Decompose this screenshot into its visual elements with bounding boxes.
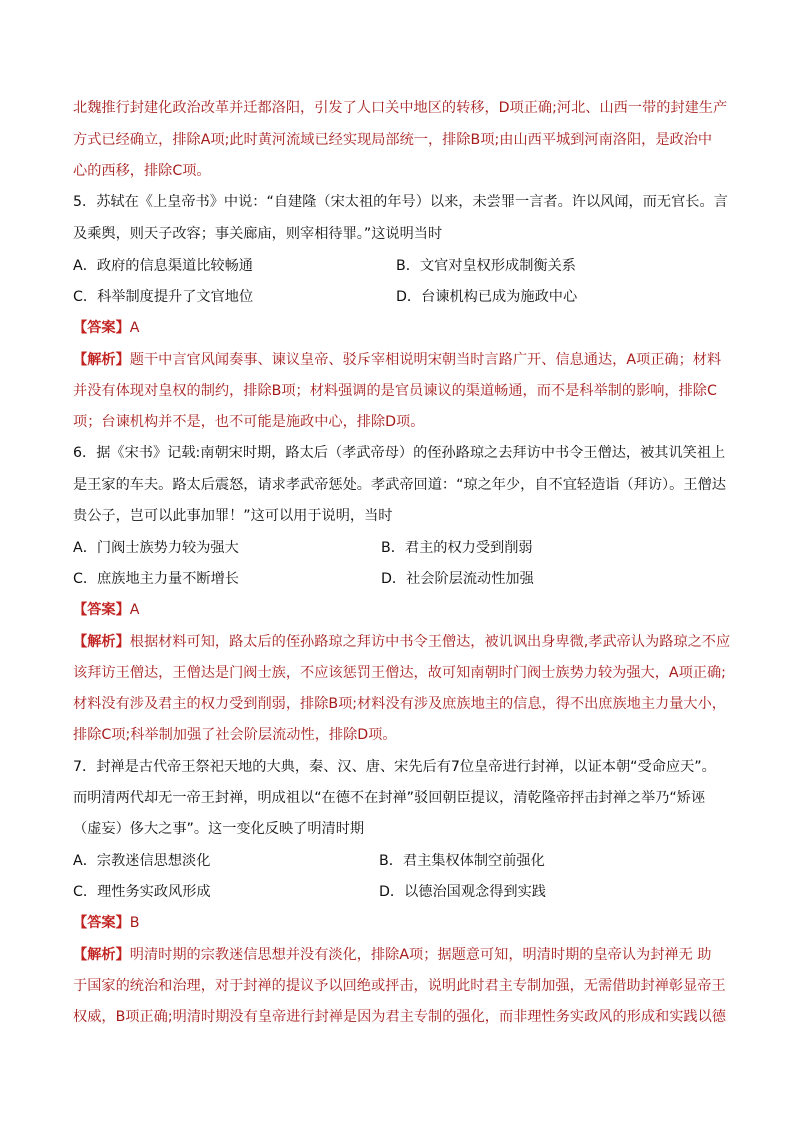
question-6-analysis: 排除C项;科举制加强了社会阶层流动性，排除D项。 [73,727,397,743]
analysis-tag: 【解析】 [73,352,130,368]
question-6-option-a: A．门阀士族势力较为强大 [73,540,239,556]
question-6-analysis: 材料没有涉及君主的权力受到削弱，排除B项;材料没有涉及庶族地主的信息，得不出庶族地主力量大小， [73,696,726,712]
analysis-continued-line: 北魏推行封建化政治改革并迁都洛阳，引发了人口关中地区的转移，D项正确;河北、山西一带的封建生产 [73,100,728,116]
analysis-text: 根据材料可知，路太后的侄孙路琼之拜访中书令王僧达，被讥讽出身卑微,孝武帝认为路琼之不应 [129,634,731,650]
question-7-analysis: 权威，B项正确;明清时期没有皇帝进行封禅是因为君主专制的强化，而非理性务实政风的形成和实践以德 [73,1009,726,1025]
question-7-stem: 7．封禅是古代帝王祭祀天地的大典，秦、汉、唐、宋先后有7位皇帝进行封禅，以证本朝“受命应天”。 [73,759,716,775]
question-6-answer [73,600,733,620]
question-5-stem: 及乘舆，则天子改容；事关廊庙，则宰相待罪。”这说明当时 [73,226,443,242]
answer-tag: 【答案】 [73,915,130,931]
question-6-stem: 是王家的车夫。路太后震怒，请求孝武帝惩处。孝武帝回道：“琼之年少，自不宜轻造诣（拜访）。王僧达 [73,477,726,493]
question-6-option-c: C．庶族地主力量不断增长 [73,571,239,587]
question-5-option-c: C．科举制度提升了文官地位 [73,289,254,305]
question-6-option-d: D．社会阶层流动性加强 [381,571,534,587]
question-7-option-c: C．理性务实政风形成 [73,884,211,900]
question-7-answer [73,913,733,933]
question-7-analysis: 于国家的统治和治理，对于封禅的提议予以回绝或抨击，说明此时君主专制加强，无需借助封禅彰显帝王 [73,978,726,994]
question-5-option-a: A．政府的信息渠道比较畅通 [73,258,253,274]
question-5-analysis: 并没有体现对皇权的制约，排除B项；材料强调的是官员谏议的渠道畅通，而不是科举制的影响，排除C [73,383,717,399]
question-6-option-b: B．君主的权力受到削弱 [381,540,533,556]
answer-value: A [129,320,140,336]
answer-value: B [129,915,140,931]
question-7-analysis [73,945,733,965]
question-6-analysis [73,632,733,652]
analysis-text: 明清时期的宗教迷信思想并没有淡化，排除A项；据题意可知，明清时期的皇帝认为封禅无 助 [129,947,712,963]
analysis-text: 题干中言官风闻奏事、谏议皇帝、驳斥宰相说明宋朝当时言路广开、信息通达，A项正确；材料 [129,352,722,368]
answer-tag: 【答案】 [73,320,130,336]
question-6-analysis: 该拜访王僧达，王僧达是门阀士族，不应该惩罚王僧达，故可知南朝时门阀士族势力较为强大，A项正确; [73,665,726,681]
question-7-stem: （虚妄）侈大之事”。这一变化反映了明清时期 [73,821,365,837]
question-6-stem: 贵公子，岂可以此事加罪！”这可以用于说明，当时 [73,508,393,524]
analysis-continued-line: 心的西移，排除C项。 [73,163,211,179]
question-7-stem: 而明清两代却无一帝王封禅，明成祖以“在德不在封禅”驳回朝臣提议，清乾隆帝抨击封禅之举乃“矫诬 [73,790,706,806]
answer-value: A [129,602,140,618]
question-7-option-a: A．宗教迷信思想淡化 [73,853,211,869]
analysis-tag: 【解析】 [73,634,130,650]
analysis-continued-line: 方式已经确立，排除A项;此时黄河流域已经实现局部统一，排除B项;由山西平城到河南洛阳，是政治中 [73,132,713,148]
question-7-option-d: D．以德治国观念得到实践 [379,884,546,900]
question-5-stem: 5．苏轼在《上皇帝书》中说：“自建隆（宋太祖的年号）以来，未尝罪一言者。许以风闻，而无官长。言 [73,194,728,210]
analysis-tag: 【解析】 [73,947,130,963]
question-5-option-b: B．文官对皇权形成制衡关系 [396,258,576,274]
question-6-stem: 6．据《宋书》记载:南朝宋时期，路太后（孝武帝母）的侄孙路琼之去拜访中书令王僧达，被其讥笑祖上 [73,445,726,461]
question-5-analysis [73,350,733,370]
question-5-analysis: 项；台谏机构并不是，也不可能是施政中心，排除D项。 [73,414,425,430]
question-5-option-d: D．台谏机构已成为施政中心 [396,289,578,305]
question-5-answer [73,318,733,338]
question-7-option-b: B．君主集权体制空前强化 [379,853,545,869]
answer-tag: 【答案】 [73,602,130,618]
